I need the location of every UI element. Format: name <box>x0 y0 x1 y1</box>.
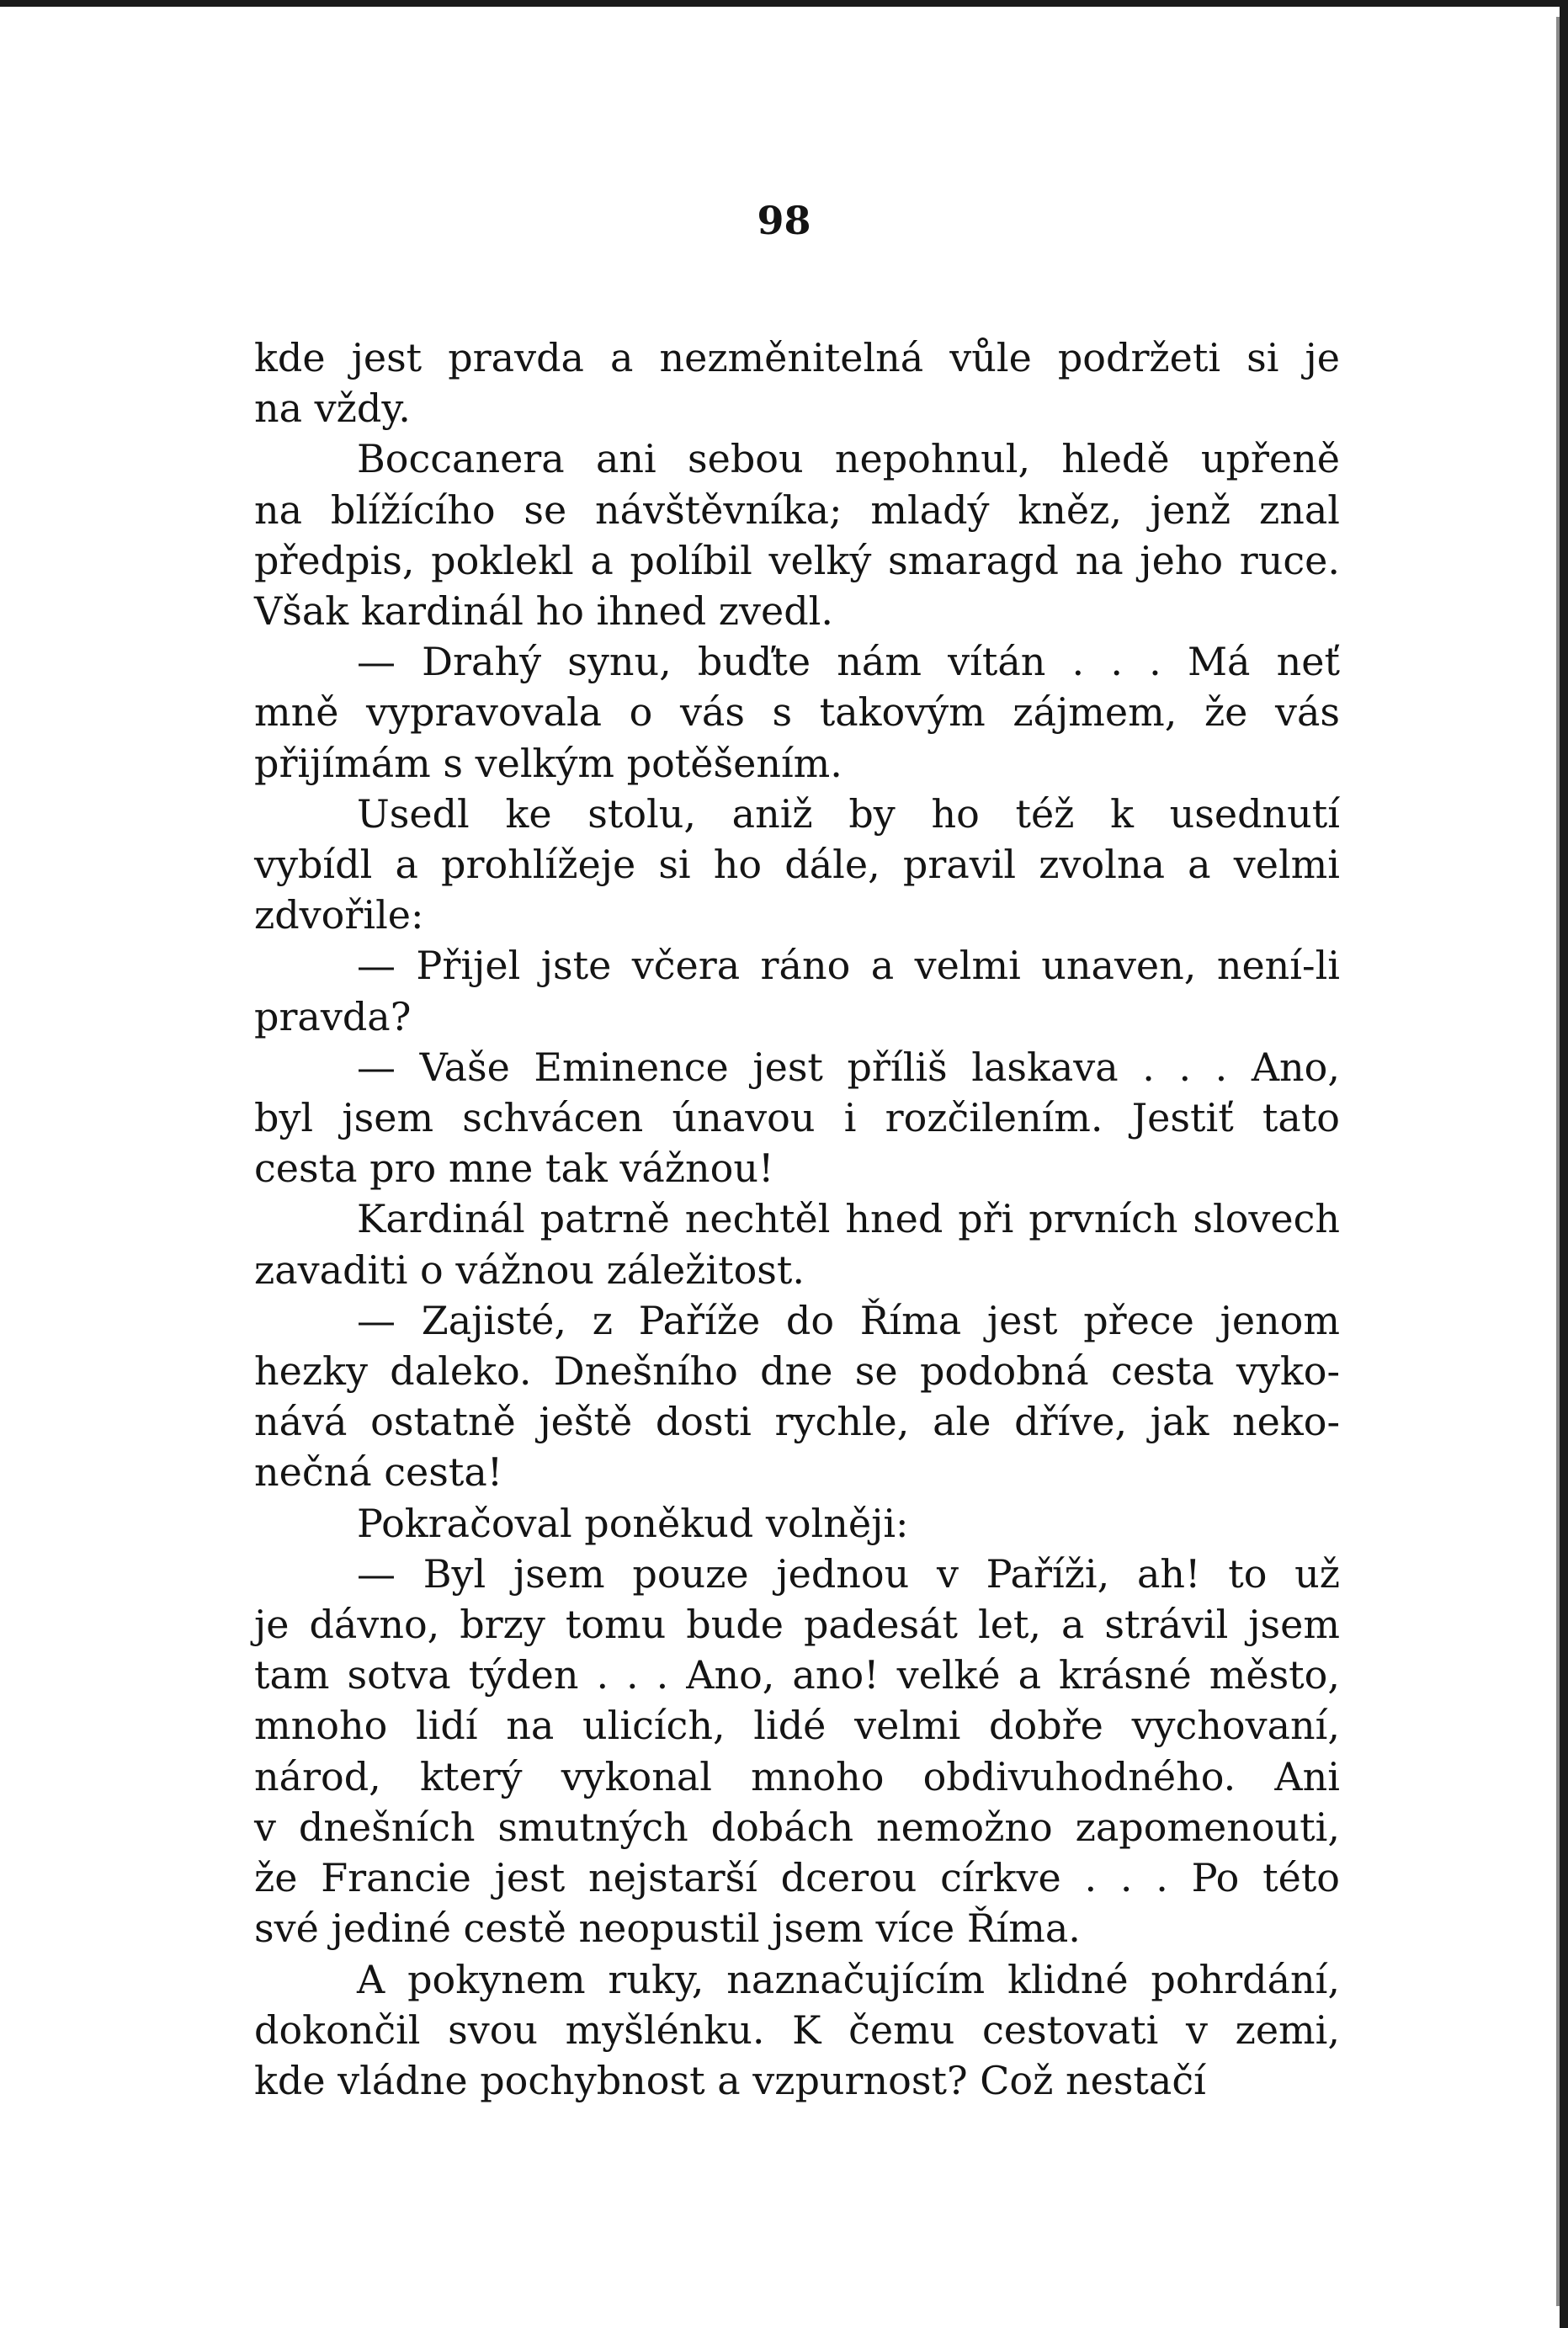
text-line: na blížícího se návštěvníka; mladý kněz, jenž znal <box>254 486 1340 533</box>
page-top-edge <box>0 0 1568 7</box>
text-line: cesta pro mne tak vážnou! <box>254 1145 774 1192</box>
text-line: Kardinál patrně nechtěl hned při prvních slovech <box>357 1196 1340 1242</box>
text-line: kde jest pravda a nezměnitelná vůle podržeti si je <box>254 335 1340 380</box>
page-number: 98 <box>757 198 811 243</box>
text-line: Však kardinál ho ihned zvedl. <box>254 588 834 635</box>
paragraph <box>254 789 1340 941</box>
text-line: přijímám s velkým potěšením. <box>254 740 842 786</box>
text-line: — Přijel jste včera ráno a velmi unaven, není-li <box>357 943 1340 989</box>
paragraph <box>254 636 1340 789</box>
text-line: nává ostatně ještě dosti rychle, ale dříve, jak neko- <box>254 1399 1340 1445</box>
paragraph <box>254 1042 1340 1194</box>
page-right-edge <box>1560 0 1568 2328</box>
text-line: Boccanera ani sebou nepohnul, hledě upřeně <box>357 436 1340 482</box>
paragraph <box>254 332 1340 433</box>
text-line: Usedl ke stolu, aniž by ho též k usednutí <box>357 790 1340 837</box>
text-line: je dávno, brzy tomu bude padesát let, a strávil jsem <box>254 1602 1340 1648</box>
text-line: národ, který vykonal mnoho obdivuhodného. Ani <box>254 1753 1340 1799</box>
paragraph <box>254 940 1340 1041</box>
text-line: v dnešních smutných dobách nemožno zapomenouti, <box>254 1804 1340 1850</box>
text-line: — Drahý synu, buďte nám vítán . . . Má neť <box>357 639 1340 685</box>
text-line: zavaditi o vážnou záležitost. <box>254 1246 805 1293</box>
text-line: hezky daleko. Dnešního dne se podobná cesta vyko- <box>254 1348 1340 1395</box>
text-line: že Francie jest nejstarší dcerou církve . . . Po této <box>254 1855 1340 1901</box>
text-line: pravda? <box>254 993 412 1039</box>
paragraph <box>254 1295 1340 1498</box>
body-text <box>254 332 1340 2106</box>
text-line: byl jsem schvácen únavou i rozčilením. Jestiť tato <box>254 1095 1340 1141</box>
text-line: — Vaše Eminence jest příliš laskava . . . Ano, <box>357 1044 1340 1090</box>
text-line: kde vládne pochybnost a vzpurnost? Což nestačí <box>254 2057 1206 2103</box>
text-line: — Zajisté, z Paříže do Říma jest přece jenom <box>357 1297 1340 1343</box>
text-line: na vždy. <box>254 385 411 432</box>
text-line: tam sotva týden . . . Ano, ano! velké a krásné město, <box>254 1652 1340 1698</box>
paragraph <box>254 433 1340 636</box>
text-line: A pokynem ruky, naznačujícím klidné pohrdání, <box>357 1956 1340 2002</box>
paragraph <box>254 1193 1340 1294</box>
text-line: vybídl a prohlížeje si ho dále, pravil zvolna a velmi <box>254 842 1340 888</box>
text-line: zdvořile: <box>254 892 424 938</box>
text-line: nečná cesta! <box>254 1449 503 1496</box>
text-line: Pokračoval poněkud volněji: <box>357 1500 909 1546</box>
text-line: mnoho lidí na ulicích, lidé velmi dobře vychovaní, <box>254 1703 1340 1749</box>
paragraph <box>254 1498 1340 1549</box>
text-line: dokončil svou myšlénku. K čemu cestovati v zemi, <box>254 2006 1340 2053</box>
paragraph <box>254 1549 1340 1954</box>
text-line: své jediné cestě neopustil jsem více Říma. <box>254 1905 1081 1952</box>
text-line: — Byl jsem pouze jednou v Paříži, ah! to už <box>357 1550 1340 1597</box>
text-line: předpis, poklekl a políbil velký smaragd na jeho ruce. <box>254 537 1340 583</box>
text-line: mně vypravovala o vás s takovým zájmem, že vás <box>254 689 1340 736</box>
paragraph <box>254 1954 1340 2107</box>
